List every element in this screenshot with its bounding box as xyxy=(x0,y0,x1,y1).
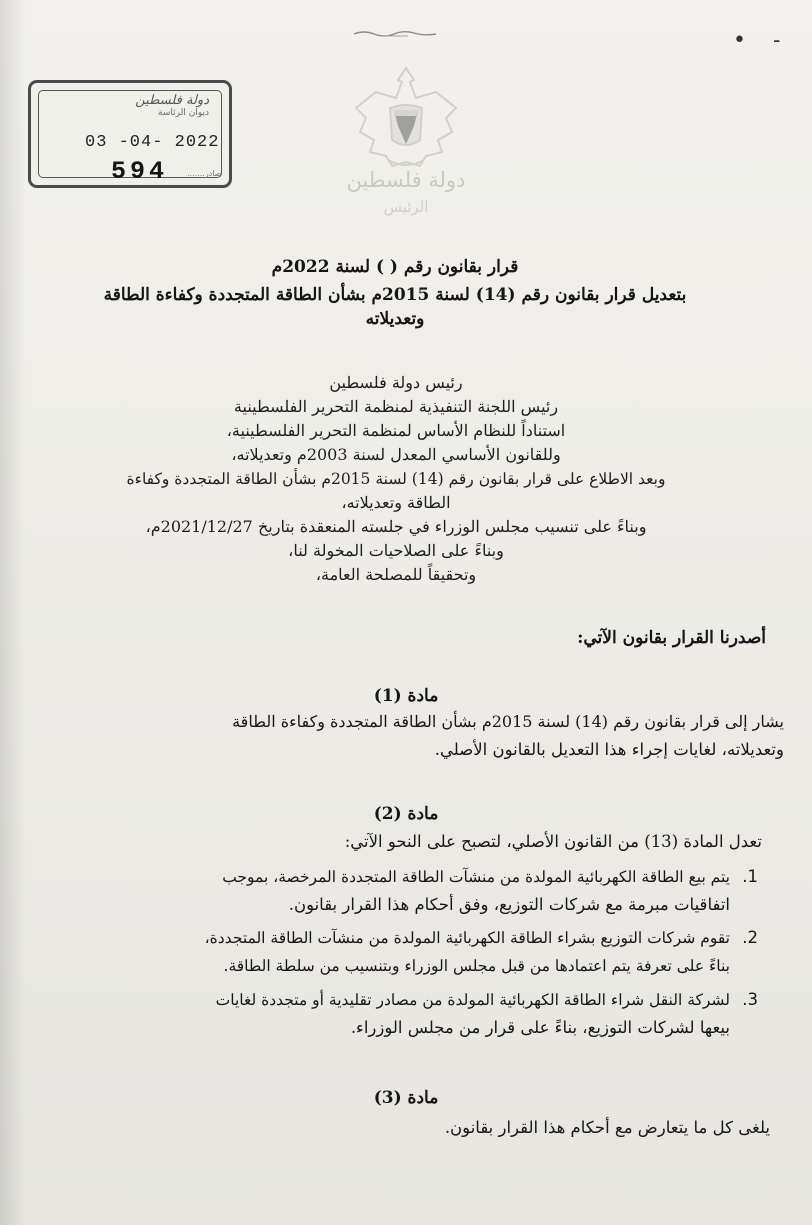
emblem-state-name: دولة فلسطين xyxy=(346,168,466,192)
article-2-item-number: 3. xyxy=(742,990,758,1009)
preamble-line: رئيس اللجنة التنفيذية لمنظمة التحرير الفلسطينية xyxy=(233,397,559,416)
article-2-item-number: 1. xyxy=(742,867,758,886)
article-2-item-line: لشركة النقل شراء الطاقة الكهربائية المولدة من مصادر تقليدية أو متجددة لغايات xyxy=(215,991,730,1009)
preamble-line: وبناءً على الصلاحيات المخولة لنا، xyxy=(288,541,504,560)
article-3-line: يلغى كل ما يتعارض مع أحكام هذا القرار بقانون. xyxy=(444,1118,770,1137)
stamp-number: 594 xyxy=(111,157,169,186)
preamble-line: وتحقيقاً للمصلحة العامة، xyxy=(315,565,477,584)
article-1-line: وتعديلاته، لغايات إجراء هذا التعديل بالقانون الأصلي. xyxy=(434,740,784,759)
stamp-issued-label: صادر....... xyxy=(187,169,222,178)
article-1-heading: مادة (1) xyxy=(373,686,439,706)
decree-title-line-3: وتعديلاته xyxy=(365,309,425,329)
corner-dash-marks: • - xyxy=(733,28,791,53)
stamp-state-name: دولة فلسطين xyxy=(135,93,209,108)
preamble-line: وبعد الاطلاع على قرار بقانون رقم (14) لسنة 2015م بشأن الطاقة المتجددة وكفاءة xyxy=(126,470,666,488)
top-header-scribble xyxy=(352,28,438,38)
issued-statement: أصدرنا القرار بقانون الآتي: xyxy=(577,628,766,648)
stamp-office-name: ديوان الرئاسة xyxy=(158,108,209,118)
article-2-item-number: 2. xyxy=(742,928,758,947)
article-1-line: يشار إلى قرار بقانون رقم (14) لسنة 2015م بشأن الطاقة المتجددة وكفاءة الطاقة xyxy=(232,712,784,731)
article-2-item-line: بيعها لشركات التوزيع، بناءً على قرار من مجلس الوزراء. xyxy=(350,1018,730,1037)
preamble-line: رئيس دولة فلسطين xyxy=(329,373,463,392)
decree-title-line-1: قرار بقانون رقم ( ) لسنة 2022م xyxy=(271,257,519,277)
article-2-item-line: اتفاقيات مبرمة مع شركات التوزيع، وفق أحكام هذا القرار بقانون. xyxy=(288,895,730,914)
article-2-item-line: بناءً على تعرفة يتم اعتمادها من قبل مجلس الوزراء وبتنسيب من سلطة الطاقة. xyxy=(223,957,730,975)
article-2-heading: مادة (2) xyxy=(373,804,439,824)
decree-title-line-2: بتعديل قرار بقانون رقم (14) لسنة 2015م بشأن الطاقة المتجددة وكفاءة الطاقة xyxy=(103,285,687,305)
preamble-line: الطاقة وتعديلاته، xyxy=(341,493,451,512)
article-2-intro: تعدل المادة (13) من القانون الأصلي، لتصبح على النحو الآتي: xyxy=(344,832,762,851)
article-3-heading: مادة (3) xyxy=(373,1088,439,1108)
article-2-item-line: يتم بيع الطاقة الكهربائية المولدة من منشآت الطاقة المتجددة المرخصة، بموجب xyxy=(222,868,730,886)
emblem-office-name: الرئيس xyxy=(383,198,429,216)
stamp-date: 03 -04- 2022 xyxy=(85,133,220,152)
preamble-line: وبناءً على تنسيب مجلس الوزراء في جلسته المنعقدة بتاريخ 2021/12/27م، xyxy=(145,517,647,536)
preamble-line: وللقانون الأساسي المعدل لسنة 2003م وتعديلاته، xyxy=(231,445,561,464)
stamp-inner-border xyxy=(38,90,222,186)
incoming-stamp xyxy=(28,80,232,188)
preamble-line: استناداً للنظام الأساس لمنظمة التحرير الفلسطينية، xyxy=(226,421,566,440)
article-2-item-line: تقوم شركات التوزيع بشراء الطاقة الكهربائية المولدة من منشآت الطاقة المتجددة، xyxy=(204,929,730,947)
